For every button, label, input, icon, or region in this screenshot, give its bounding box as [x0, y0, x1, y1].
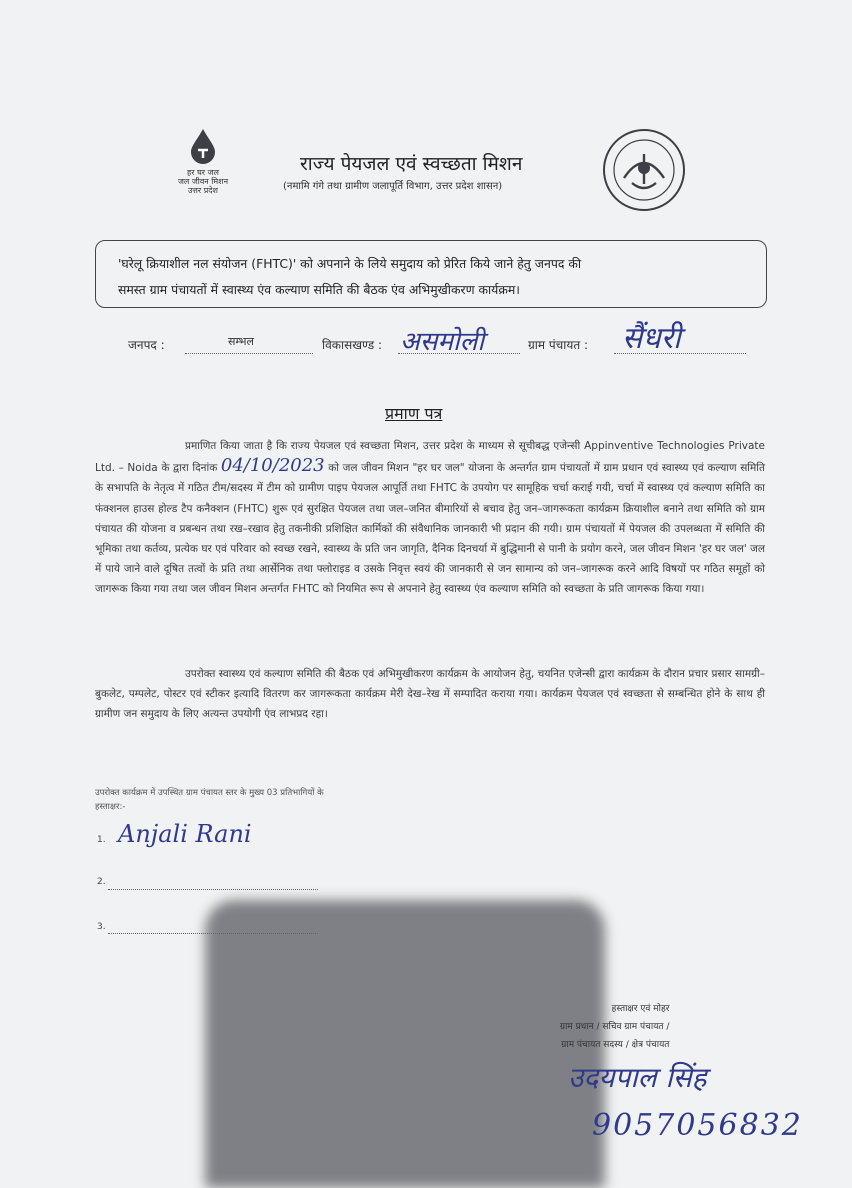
block-line	[398, 352, 520, 354]
stamp-line-2: ग्राम प्रधान / सचिव ग्राम पंचायत /	[560, 1022, 670, 1032]
pradhan-signature: उदयपाल सिंह	[568, 1061, 707, 1094]
participant-number-2: 2.	[97, 877, 106, 887]
up-government-seal-icon	[602, 128, 686, 212]
mission-title: राज्य पेयजल एवं स्वच्छता मिशन	[300, 153, 523, 175]
district-label: जनपद :	[128, 338, 165, 352]
panchayat-value: सैंधरी	[622, 321, 681, 356]
participant-line-3	[108, 932, 318, 934]
block-label: विकासखण्ड :	[322, 338, 383, 352]
program-title-line1: 'घरेलू क्रियाशील नल संयोजन (FHTC)' को अपनाने के लिये समुदाय को प्रेरित किये जाने हेतु जनपद की	[118, 256, 582, 271]
mission-subtitle: (नमामि गंगे तथा ग्रामीण जलापूर्ति विभाग, उत्तर प्रदेश शासन)	[283, 181, 503, 192]
stamp-line-3: ग्राम पंचायत सदस्य / क्षेत्र पंचायत	[561, 1040, 670, 1050]
certificate-paragraph-2: उपरोक्त स्वास्थ्य एवं कल्याण समिति की बैठक एवं अभिमुखीकरण कार्यक्रम के आयोजन हेतु, चयनित एजेन्सी द्वारा कार्यक्रम के दौरान प्रचार प्रसार सामग्री–बुकलेट, पम्पलेट, पोस्टर एवं स्टीकर इत्यादि वितरण कर जागरूकता कार्यक्रम मेरी देख–रेख में सम्पादित कराया गया। कार्यक्रम पेयजल एवं स्वच्छता से सम्बन्धित होने के साथ ही ग्रामीण जन समुदाय के लिए अत्यन्त उपयोगी एंव लाभप्रद रहा।	[95, 668, 765, 721]
participant-signature-1: Anjali Rani	[118, 820, 252, 848]
district-value: सम्भल	[228, 335, 254, 348]
logo-text-1: हर घर जल	[187, 168, 219, 177]
paragraph1-part-b: को जल जीवन मिशन "हर घर जल" योजना के अन्तर्गत ग्राम पंचायतों में ग्राम प्रधान एवं स्वास्थ्य एवं कल्याण समिति के सभापति के नेतृत्व में गठित टीम/सदस्य में टीम को ग्रामीण पाइप पेयजल आपूर्ति तथा FHTC के उपयोग पर सामूहिक चर्चा कराई गयी, चर्चा में स्वास्थ्य एवं कल्याण समिति का फंक्शनल हाउस होल्ड टैप कनैक्शन (FHTC) शुरू एवं सुरक्षित पेयजल तथा जल–जनित बीमारियों से बचाव हेतु जन–जागरूकता कार्यक्रम क्रियाशील बनाने तथा समिति को ग्राम पंचायत की योजना व प्रबन्धन तथा रख–रखाव हेतु तकनीकी प्रशिक्षित कार्मिकों की संवैधानिक जानकारी भी प्रदान की गयी। ग्राम पंचायतों में पेयजल की उपलब्धता में समिति की भूमिका तथा कर्तव्य, प्रत्येक घर एवं परिवार को स्वच्छ रखने, स्वास्थ्य के प्रति जन जागृति, दैनिक दिनचर्या में बुद्धिमानी से पानी के प्रयोग करने, जल जीवन मिशन 'हर घर जल' जल में पाये जाने वाले दूषित तत्वों के प्रति तथा आर्सेनिक तथा फ्लोराइड व उसके निवृत्त स्वयं की जानकारी से जन सामान्य को जन–जागरूक करने आदि विषयों पर गठित समूहों को जागरूक किया गया तथा जल जीवन मिशन अन्तर्गत FHTC को नियमित रूप से अपनाने हेतु स्वास्थ्य एंव कल्याण समिति को स्वच्छता के प्रति जागरूक किया गया।	[95, 462, 766, 596]
program-title-box	[95, 240, 767, 308]
panchayat-label: ग्राम पंचायत :	[528, 338, 589, 352]
participants-intro-line2: हस्ताक्षर:-	[95, 802, 126, 812]
block-value: असमोली	[400, 327, 485, 357]
stamp-line-1: हस्ताक्षर एवं मोहर	[611, 1004, 670, 1014]
certificate-paragraph-1	[95, 436, 765, 600]
district-line	[185, 352, 313, 354]
program-date: 04/10/2023	[220, 455, 325, 477]
program-title-line2: समस्त ग्राम पंचायतों में स्वास्थ्य एंव कल्याण समिति की बैठक एंव अभिमुखीकरण कार्यक्रम।	[118, 282, 520, 297]
participant-line-2	[108, 888, 318, 890]
logo-text-2: जल जीवन मिशन	[177, 177, 229, 186]
participants-intro-line1: उपरोक्त कार्यक्रम में उपस्थित ग्राम पंचायत स्तर के मुख्य 03 प्रतिभागियों के	[95, 788, 324, 798]
certificate-title: प्रमाण पत्र	[385, 404, 443, 423]
paragraph1-part-a: प्रमाणित किया जाता है कि राज्य पेयजल एवं स्वच्छता मिशन, उत्तर प्रदेश के माध्यम से सूचीबद्ध एजेन्सी Appinventive Technologies Private Ltd. – Noida के द्वारा दिनांक	[95, 440, 765, 475]
participant-number-3: 3.	[97, 922, 106, 932]
phone-number: 9057056832	[592, 1108, 803, 1143]
water-drop-icon	[188, 128, 218, 164]
har-ghar-jal-logo	[168, 128, 238, 195]
shadow-overlay	[205, 900, 605, 1188]
participant-number-1: 1.	[97, 835, 106, 845]
logo-text-3: उत्तर प्रदेश	[188, 186, 218, 195]
panchayat-line	[614, 352, 746, 354]
signature-stamp-block	[560, 1000, 669, 1054]
